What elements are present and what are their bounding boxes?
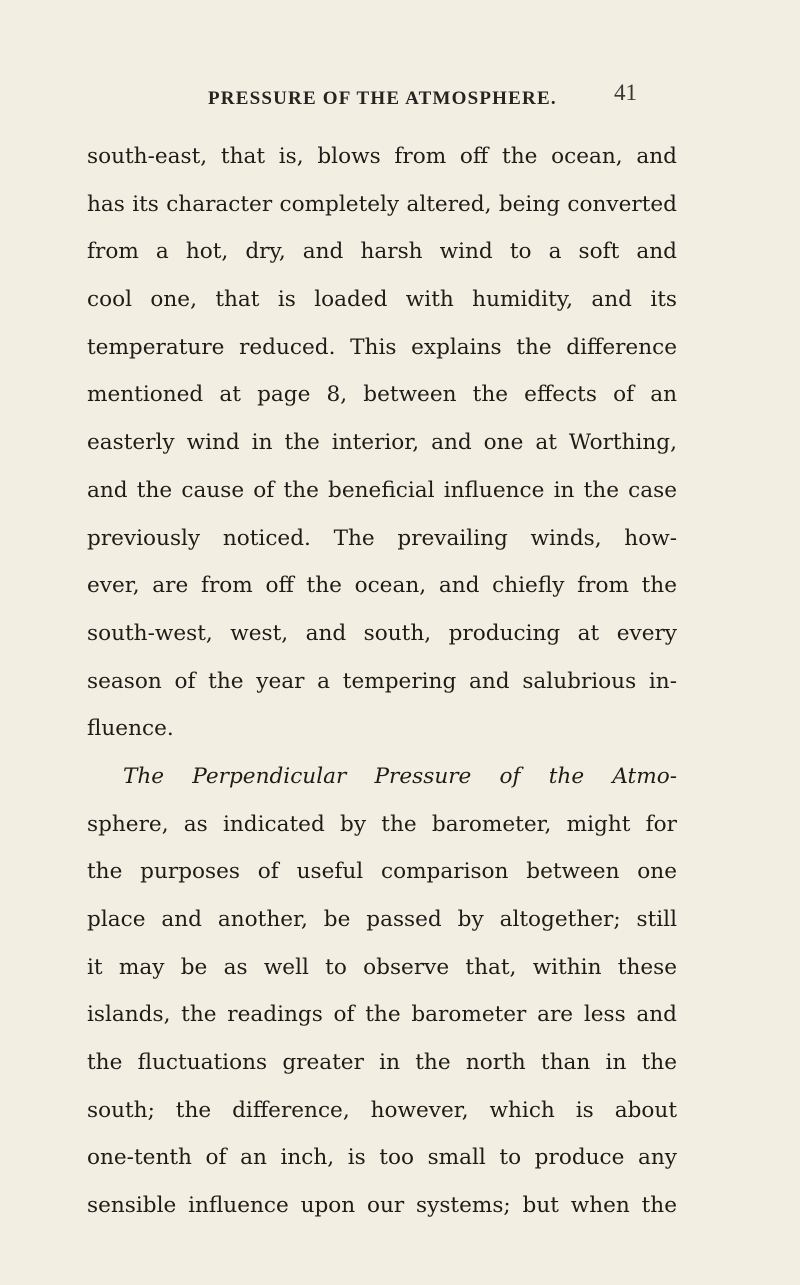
text-line: previously noticed. The prevailing winds, how- <box>87 525 677 551</box>
text-line: temperature reduced. This explains the difference <box>87 334 677 360</box>
text-line: season of the year a tempering and salubrious in- <box>87 668 677 694</box>
text-line: and the cause of the beneficial influence in the case <box>87 477 677 503</box>
text-line: fluence. <box>87 716 174 742</box>
text-line: from a hot, dry, and harsh wind to a soft and <box>87 239 677 265</box>
text-line: has its character completely altered, being converted <box>87 191 677 217</box>
italic-heading-line: The Perpendicular Pressure of the Atmo- <box>123 763 677 789</box>
page-number: 41 <box>614 80 637 105</box>
text-line: easterly wind in the interior, and one at Worthing, <box>87 430 677 456</box>
text-line: sensible influence upon our systems; but when the <box>87 1193 677 1219</box>
text-line: mentioned at page 8, between the effects of an <box>87 382 677 408</box>
body-text <box>87 133 677 1230</box>
text-line: the purposes of useful comparison between one <box>87 859 677 885</box>
text-line: south; the difference, however, which is about <box>87 1097 677 1123</box>
text-line: ever, are from off the ocean, and chiefly from the <box>87 573 677 599</box>
text-line: one-tenth of an inch, is too small to produce any <box>87 1145 677 1171</box>
text-line: the fluctuations greater in the north than in the <box>87 1050 677 1076</box>
text-line: south-west, west, and south, producing at every <box>87 620 677 646</box>
text-line: cool one, that is loaded with humidity, and its <box>87 287 677 313</box>
text-line: it may be as well to observe that, within these <box>87 954 677 980</box>
text-line: islands, the readings of the barometer are less and <box>87 1002 677 1028</box>
running-head: PRESSURE OF THE ATMOSPHERE. <box>208 88 557 109</box>
text-line: south-east, that is, blows from off the ocean, and <box>87 144 677 169</box>
text-line: sphere, as indicated by the barometer, might for <box>87 811 677 837</box>
text-line: place and another, be passed by altogether; still <box>87 907 677 932</box>
